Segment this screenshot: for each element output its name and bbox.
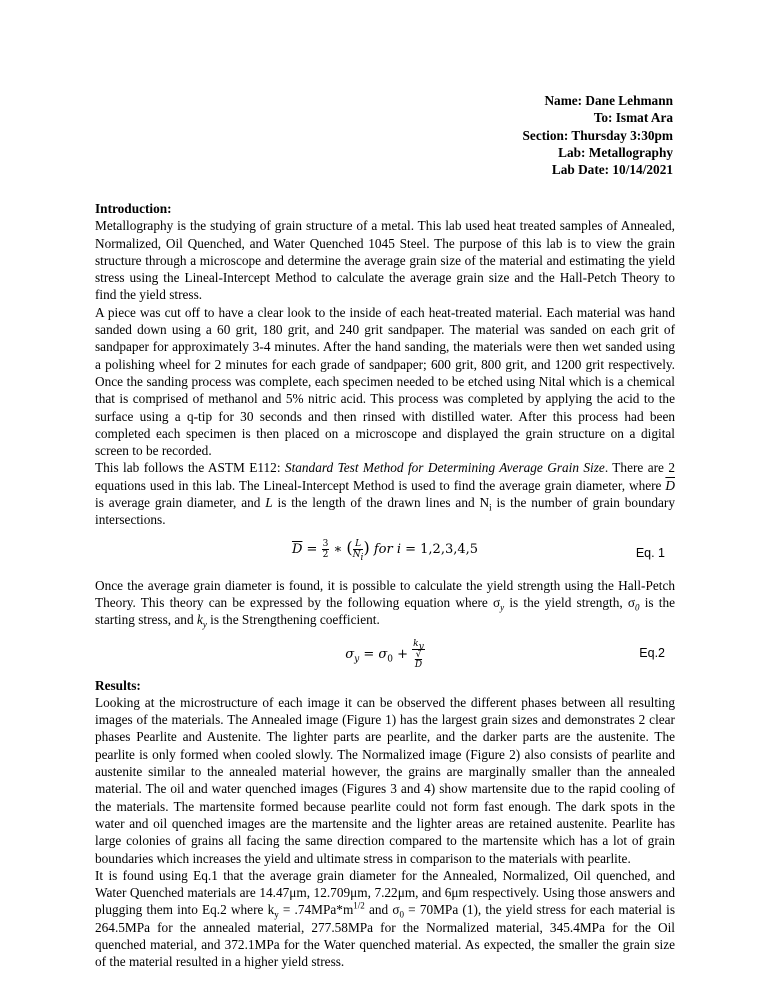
intro-paragraph-4: Once the average grain diameter is found, it is possible to calculate the yield strength using the Hall-Petch Theory. This theory can be expressed by the following equation where $\sigma_y$ is the yield strength, $\sigma_0$ is the starting stress, and $k_y$ is the Strengthening coefficient.	[95, 577, 675, 630]
results-heading: Results:	[95, 677, 141, 693]
equation-2-formula: $\sigma_y = \sigma_0$ + $k_y$ √ D	[345, 638, 424, 670]
equation-1-label: Eq. 1	[635, 545, 665, 560]
equation-1	[95, 535, 675, 569]
intro-paragraph-2: A piece was cut off to have a clear look to the inside of each heat-treated material. Each material was hand sanded down using a 60 grit, 180 grit, and 240 grit sandpaper. The material was sanded on each grit of sandpaper for approximately 3-4 minutes. After the hand sanding, the materials were then wet sanded using a polishing wheel for 2 minutes for each grade of sandpaper; 600 grit, 800 grit, and 1200 grit respectively. Once the sanding process was complete, each specimen needed to be etched using Nital which is a chemical that is comprised of methanol and 5% nitric acid. This process was completed by applying the acid to the surface using a q-tip for 30 seconds and then rinsed with distilled water. After this process had been completed each specimen is then placed on a microscope and displayed the grain structure on a digital screen to be recorded.	[95, 304, 675, 459]
intro-paragraph-3: This lab follows the ASTM E112: Standard Test Method for Determining Average Grain Size. There are 2 equations used in this lab. The Lineal-Intercept Method is used to find the average grain diameter, where $\overline{D}$ is average grain diameter, and L is the length of the drawn lines and $N_i$ is the number of grain boundary intersections.	[95, 460, 676, 528]
equation-1-formula: $\overline{D}$ = $\frac{3}{2}$ ∗ ( $\frac{L}{N_i}$ ) for i = 1,2,3,4,5	[291, 537, 479, 563]
header-block	[523, 92, 673, 178]
intro-paragraph-1: Metallography is the studying of grain structure of a metal. This lab used heat treated samples of Annealed, Normalized, Oil Quenched, and Water Quenched 1045 Steel. The purpose of this lab is to view the grain structure through a microscope and determine the average grain size of the material and estimating the yield stress using the Lineal-Intercept Method to calculate the average grain size and the Hall-Petch Theory to find the yield stress.	[95, 218, 675, 303]
section-info: Section: Thursday 3:30pm	[522, 127, 673, 143]
results-paragraph-2: It is found using Eq.1 that the average grain diameter for the Annealed, Normalized, Oil quenched, and Water Quenched materials are 14.47μm, 12.709μm, 7.22μm, and 6μm respectively. Using those answers and plugging them into Eq.2 where $k_y = .74MPa*m^{1/2}$ and $\sigma_0 = 70MPa$ (1), the yield stress for each material is 264.5MPa for the annealed material, 277.58MPa for the Normalized material, 345.4MPa for the Oil quenched material, and 372.1MPa for the Water quenched material. As expected, the smaller the grain size of the material resulted in a higher yield stress.	[95, 867, 675, 970]
report-body	[95, 200, 675, 971]
lab-date: Lab Date: 10/14/2021	[551, 162, 673, 178]
introduction-heading: Introduction:	[95, 201, 172, 216]
author-name: Name: Dane Lehmann	[544, 93, 673, 108]
results-paragraph-1: Looking at the microstructure of each image it can be observed the different phases between all resulting images of the materials. The Annealed image (Figure 1) has the largest grain sizes and demonstrates 2 clear phases Pearlite and Austenite. The lighter parts are pearlite, and the darker parts are the austenite. The pearlite is only formed when cooled slowly. The Normalized image (Figure 2) also consists of pearlite and austenite similar to the annealed material however, the grains are marginally smaller than the annealed material. The oil and water quenched images (Figures 3 and 4) show martensite due to the rapid cooling of the materials. The martensite formed because pearlite could not form fast enough. The dark spots in the water and oil quenched images are the martensite and the lighter areas are retained austenite. Pearlite has large colonies of grains all facing the same direction compared to the martensite which has a lot of grain boundaries which increases the yield and ultimate stress in comparison to the materials with pearlite.	[95, 694, 675, 866]
lab-name: Lab: Metallography	[558, 144, 673, 160]
equation-2-label: Eq.2	[639, 645, 665, 660]
equation-2	[95, 635, 675, 669]
recipient: To: Ismat Ara	[593, 110, 673, 126]
